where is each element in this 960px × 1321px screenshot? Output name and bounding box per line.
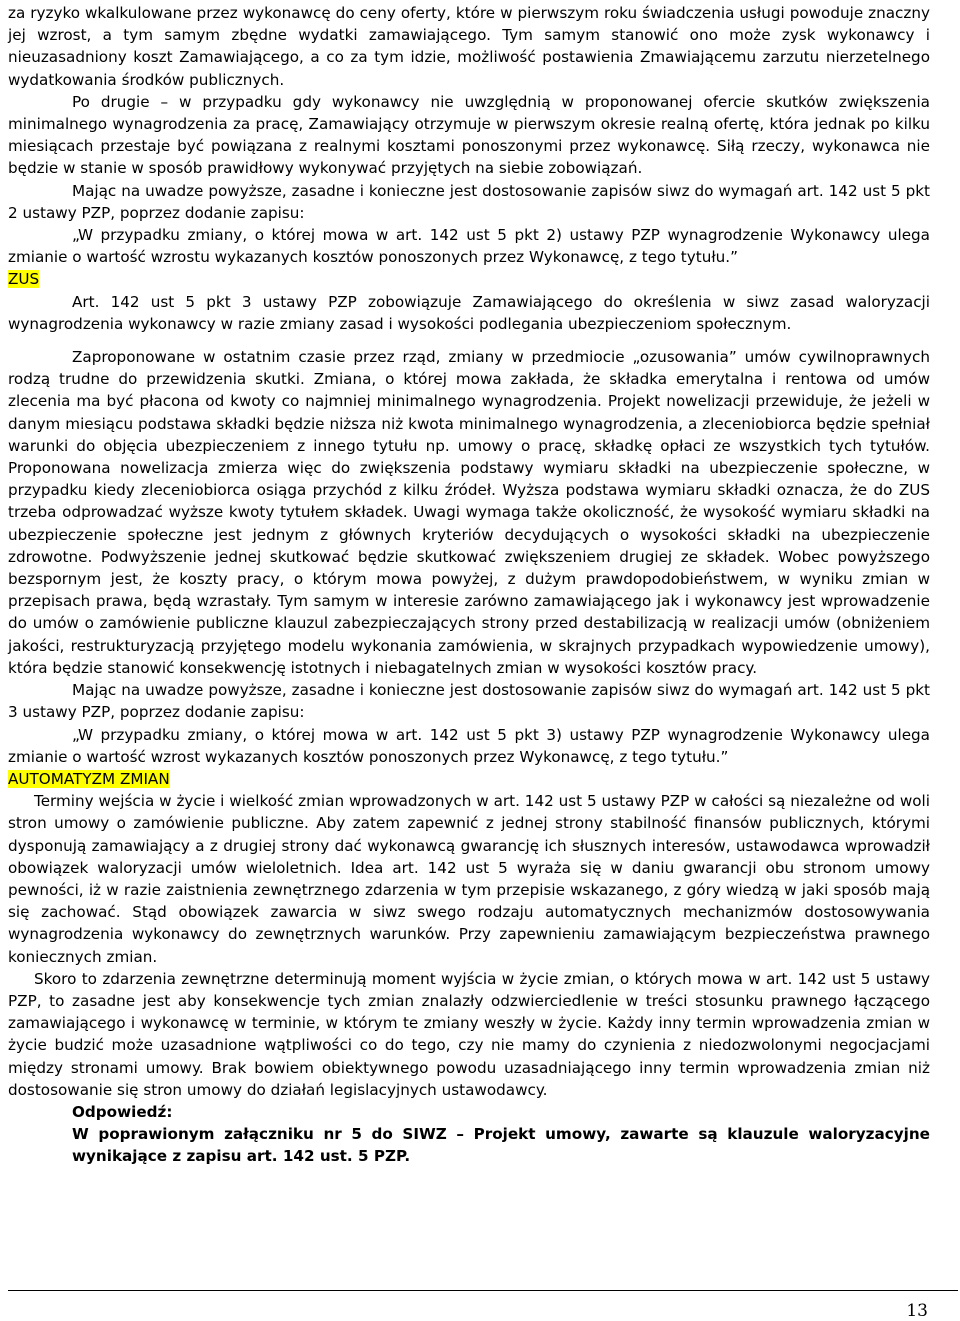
highlight-automatyzm: AUTOMATYZM ZMIAN [8, 769, 170, 788]
paragraph-conclusion-pkt3: Mając na uwadze powyższe, zasadne i konieczne jest dostosowanie zapisów siwz do wymagań art. 142 ust 5 pkt 3 ustawy PZP, poprzez dodanie zapisu: [8, 681, 930, 722]
quote-pkt3: „W przypadku zmiany, o której mowa w art. 142 ust 5 pkt 3) ustawy PZP wynagrodzenie Wykonawcy ulega zmianie o wartość wzrost wykazanych kosztów ponoszonych przez Wykonawcę, z tego tytułu.” [8, 725, 930, 766]
paragraph-art-142-pkt3: Art. 142 ust 5 pkt 3 ustawy PZP zobowiązuje Zamawiającego do określenia w siwz zasad waloryzacji wynagrodzenia wykonawcy w razie zmiany zasad i wysokości podlegania ubezpieczeniom społecznym. [8, 292, 930, 333]
paragraph-skoro: Skoro to zdarzenia zewnętrzne determinują moment wyjścia w życie zmian, o których mowa w art. 142 ust 5 ustawy PZP, to zasadne jest aby konsekwencje tych zmian znalazły odzwierciedlenie w treści stosunku prawnego łączącego zamawiającego i wykonawcę w terminie, w którym te zmiany weszły w życie. Każdy inny termin wprowadzenia zmian w życie budzić może uzasadnione wątpliwości co do tego, czy nie mamy do czynienia z niedozwolonymi negocjacjami między stronami umowy. Brak bowiem obiektywnego powodu uzasadniającego inny termin wprowadzenia zmian niż dostosowanie się stron umowy do działań legislacyjnych ustawodawcy. [8, 969, 930, 1099]
paragraph-intro: za ryzyko wkalkulowane przez wykonawcę do ceny oferty, które w pierwszym roku świadczenia usługi powoduje znaczny jej wzrost, a tym samym zbędne wydatki zamawiającego. Tym samym stanowić ono może zysk wykonawcy i nieuzasadniony koszt Zamawiającego, a co za tym idzie, możliwość postawienia Zmawiającemu zarzutu nierzetelnego wydatkowania środków publicznych. [8, 4, 930, 89]
paragraph-conclusion-pkt2: Mając na uwadze powyższe, zasadne i konieczne jest dostosowanie zapisów siwz do wymagań art. 142 ust 5 pkt 2 ustawy PZP, poprzez dodanie zapisu: [8, 181, 930, 222]
footer-divider [8, 1290, 958, 1291]
answer-block [8, 1101, 930, 1168]
page-number: 13 [906, 1301, 928, 1321]
section-heading-zus [8, 268, 930, 290]
document-body [8, 2, 930, 1168]
paragraph-terminy: Terminy wejścia w życie i wielkość zmian wprowadzonych w art. 142 ust 5 ustawy PZP w całości są niezależne od woli stron umowy o zamówienie publiczne. Aby zatem zapewnić z jednej strony stabilność finansów publicznych, którymi dysponują zamawiający a z drugiej strony dać wykonawcą gwarancję ich słusznych interesów, ustawodawca wprowadził obowiązek waloryzacji umów wieloletnich. Idea art. 142 ust 5 wyraża się w daniu gwarancji obu stronom umowy pewności, iż w razie zaistnienia zewnętrznego zdarzenia w tym przepisie wskazanego, z góry wiedzą w jaki sposób mają się zachować. Stąd obowiązek zawarcia w siwz swego rodzaju automatycznych mechanizmów dostosowywania wynagrodzenia wykonawcy do zewnętrznych warunków. Przy zapewnieniu zamawiającym bezpieczeństwa prawnego koniecznych zmian. [8, 792, 930, 966]
section-heading-automatyzm [8, 768, 930, 790]
answer-text: W poprawionym załączniku nr 5 do SIWZ – Projekt umowy, zawarte są klauzule waloryzacyjne wynikające z zapisu art. 142 ust. 5 PZP. [72, 1125, 930, 1166]
paragraph-po-drugie: Po drugie – w przypadku gdy wykonawcy nie uwzględnią w proponowanej ofercie skutków zwiększenia minimalnego wynagrodzenia za pracę, Zamawiający otrzymuje w pierwszym okresie realną ofertę, która jednak po kilku miesiącach przestaje być powiązana z realnymi kosztami ponoszonymi przez wykonawcę. Siłą rzeczy, wykonawca nie będzie w stanie w sposób prawidłowy wykonywać przyjętych na siebie zobowiązań. [8, 92, 930, 178]
quote-pkt2: „W przypadku zmiany, o której mowa w art. 142 ust 5 pkt 2) ustawy PZP wynagrodzenie Wykonawcy ulega zmianie o wartość wzrostu wykazanych kosztów ponoszonych przez Wykonawcę, z tego tytułu.” [8, 226, 930, 267]
answer-heading: Odpowiedź: [72, 1102, 173, 1121]
paragraph-ozusowanie: Zaproponowane w ostatnim czasie przez rząd, zmiany w przedmiocie „ozusowania” umów cywilnoprawnych rodzą trudne do przewidzenia skutki. Zmiana, o której mowa zakłada, że składka emerytalna i rentowa od umów zlecenia ma być płacona od kwoty co najmniej minimalnego wynagrodzenia. Projekt nowelizacji przewiduje, że jeżeli w danym miesiącu podstawa składki będzie niższa niż kwota minimalnego wynagrodzenia, a zleceniobiorca będzie spełniał warunki do objęcia ubezpieczeniem z innego tytułu np. umowy o pracę, składkę opłaci ze wszystkich tych tytułów. Proponowana nowelizacja zmierza więc do zwiększenia podstawy wymiaru składki na ubezpieczenie społeczne, w przypadku kiedy zleceniobiorca osiąga przychód z kilku źródeł. Wyższa podstawa wymiaru składki oznacza, że do ZUS trzeba odprowadzać wyższe kwoty tytułem składek. Uwagi wymaga także okoliczność, że wysokość wymiaru składki na ubezpieczenie społeczne jest jednym z głównych kryteriów decydujących o wysokości składki na ubezpieczenie zdrowotne. Podwyższenie jednej skutkować będzie skutkować zwiększeniem drugiej ze składek. Wobec powyższego bezspornym jest, że koszty pracy, o którym mowa powyżej, z dużym prawdopodobieństwem, w wyniku zmian w przepisach prawa, będą wzrastały. Tym samym w interesie zarówno zamawiającego jak i wykonawcy jest wprowadzenie do umów o zamówienie publiczne klauzul zabezpieczających strony przed destabilizacją w realizacji umów (obniżeniem jakości, restrukturyzacją przyjętego modelu wykonania zamówienia, w skrajnych przypadkach wypowiedzenie umowy), która będzie stanowić konsekwencję istotnych i niebagatelnych zmian w wysokości kosztów pracy. [8, 348, 930, 677]
highlight-zus: ZUS [8, 270, 40, 289]
